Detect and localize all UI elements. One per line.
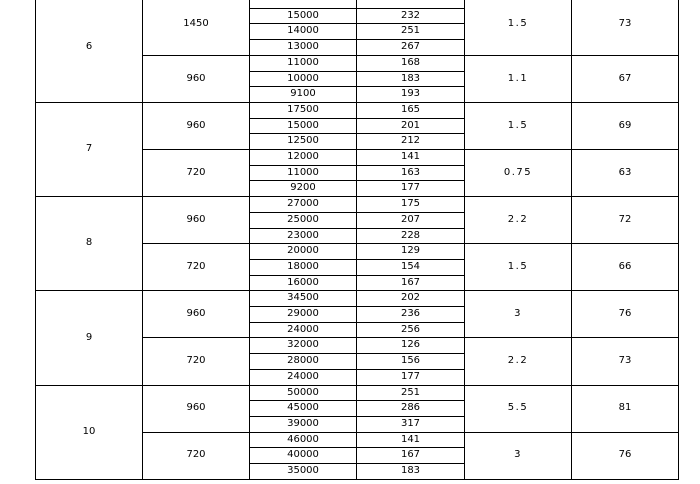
power-cell: 5.5 [465,385,572,432]
power-cell: 1.5 [465,0,572,55]
pressure-cell: 251 [357,385,465,401]
flow-cell: 10000 [250,71,357,87]
pressure-cell: 193 [357,87,465,103]
table-row [36,385,679,401]
pressure-cell: 129 [357,244,465,260]
table-row [36,102,679,118]
flow-cell: 28000 [250,354,357,370]
flow-cell: 24000 [250,369,357,385]
speed-cell: 720 [143,244,250,291]
flow-cell: 23000 [250,228,357,244]
pressure-cell: 168 [357,55,465,71]
speed-cell: 960 [143,197,250,244]
power-cell: 1.1 [465,55,572,102]
model-cell: 6 [36,0,143,102]
flow-cell: 12000 [250,150,357,166]
pressure-cell: 156 [357,354,465,370]
flow-cell: 11000 [250,55,357,71]
pressure-cell: 251 [357,24,465,40]
speed-cell: 1450 [143,0,250,55]
noise-cell: 76 [572,291,679,338]
flow-cell [250,0,357,8]
flow-cell: 40000 [250,448,357,464]
flow-cell: 29000 [250,307,357,323]
flow-cell: 12500 [250,134,357,150]
speed-cell: 720 [143,338,250,385]
table-row [36,291,679,307]
pressure-cell: 163 [357,165,465,181]
flow-cell: 15000 [250,8,357,24]
fan-spec-table-body [36,0,679,479]
noise-cell: 66 [572,244,679,291]
flow-cell: 35000 [250,464,357,480]
speed-cell: 720 [143,432,250,479]
pressure-cell: 212 [357,134,465,150]
model-cell: 9 [36,291,143,385]
pressure-cell: 232 [357,8,465,24]
flow-cell: 18000 [250,259,357,275]
flow-cell: 34500 [250,291,357,307]
pressure-cell: 126 [357,338,465,354]
pressure-cell: 183 [357,71,465,87]
speed-cell: 960 [143,55,250,102]
flow-cell: 20000 [250,244,357,260]
pressure-cell: 141 [357,150,465,166]
pressure-cell: 201 [357,118,465,134]
speed-cell: 960 [143,385,250,432]
noise-cell: 63 [572,150,679,197]
pressure-cell: 202 [357,291,465,307]
pressure-cell [357,0,465,8]
pressure-cell: 228 [357,228,465,244]
flow-cell: 46000 [250,432,357,448]
model-cell: 7 [36,102,143,196]
flow-cell: 14000 [250,24,357,40]
power-cell: 3 [465,291,572,338]
pressure-cell: 175 [357,197,465,213]
pressure-cell: 256 [357,322,465,338]
flow-cell: 39000 [250,416,357,432]
flow-cell: 15000 [250,118,357,134]
pressure-cell: 207 [357,212,465,228]
noise-cell: 76 [572,432,679,479]
flow-cell: 16000 [250,275,357,291]
model-cell: 10 [36,385,143,479]
speed-cell: 960 [143,291,250,338]
noise-cell: 73 [572,0,679,55]
power-cell: 0.75 [465,150,572,197]
flow-cell: 27000 [250,197,357,213]
pressure-cell: 267 [357,40,465,56]
table-row [36,197,679,213]
pressure-cell: 286 [357,401,465,417]
power-cell: 2.2 [465,197,572,244]
pressure-cell: 154 [357,259,465,275]
flow-cell: 50000 [250,385,357,401]
speed-cell: 960 [143,102,250,149]
power-cell: 3 [465,432,572,479]
model-cell: 8 [36,197,143,291]
noise-cell: 69 [572,102,679,149]
pressure-cell: 167 [357,275,465,291]
flow-cell: 24000 [250,322,357,338]
flow-cell: 9100 [250,87,357,103]
pressure-cell: 183 [357,464,465,480]
flow-cell: 25000 [250,212,357,228]
flow-cell: 13000 [250,40,357,56]
power-cell: 1.5 [465,102,572,149]
flow-cell: 32000 [250,338,357,354]
noise-cell: 67 [572,55,679,102]
speed-cell: 720 [143,150,250,197]
pressure-cell: 177 [357,181,465,197]
noise-cell: 81 [572,385,679,432]
flow-cell: 11000 [250,165,357,181]
noise-cell: 73 [572,338,679,385]
pressure-cell: 177 [357,369,465,385]
table-row [36,0,679,8]
flow-cell: 17500 [250,102,357,118]
flow-cell: 9200 [250,181,357,197]
pressure-cell: 317 [357,416,465,432]
fan-spec-table [35,0,679,480]
pressure-cell: 165 [357,102,465,118]
pressure-cell: 167 [357,448,465,464]
power-cell: 2.2 [465,338,572,385]
noise-cell: 72 [572,197,679,244]
pressure-cell: 236 [357,307,465,323]
pressure-cell: 141 [357,432,465,448]
flow-cell: 45000 [250,401,357,417]
power-cell: 1.5 [465,244,572,291]
